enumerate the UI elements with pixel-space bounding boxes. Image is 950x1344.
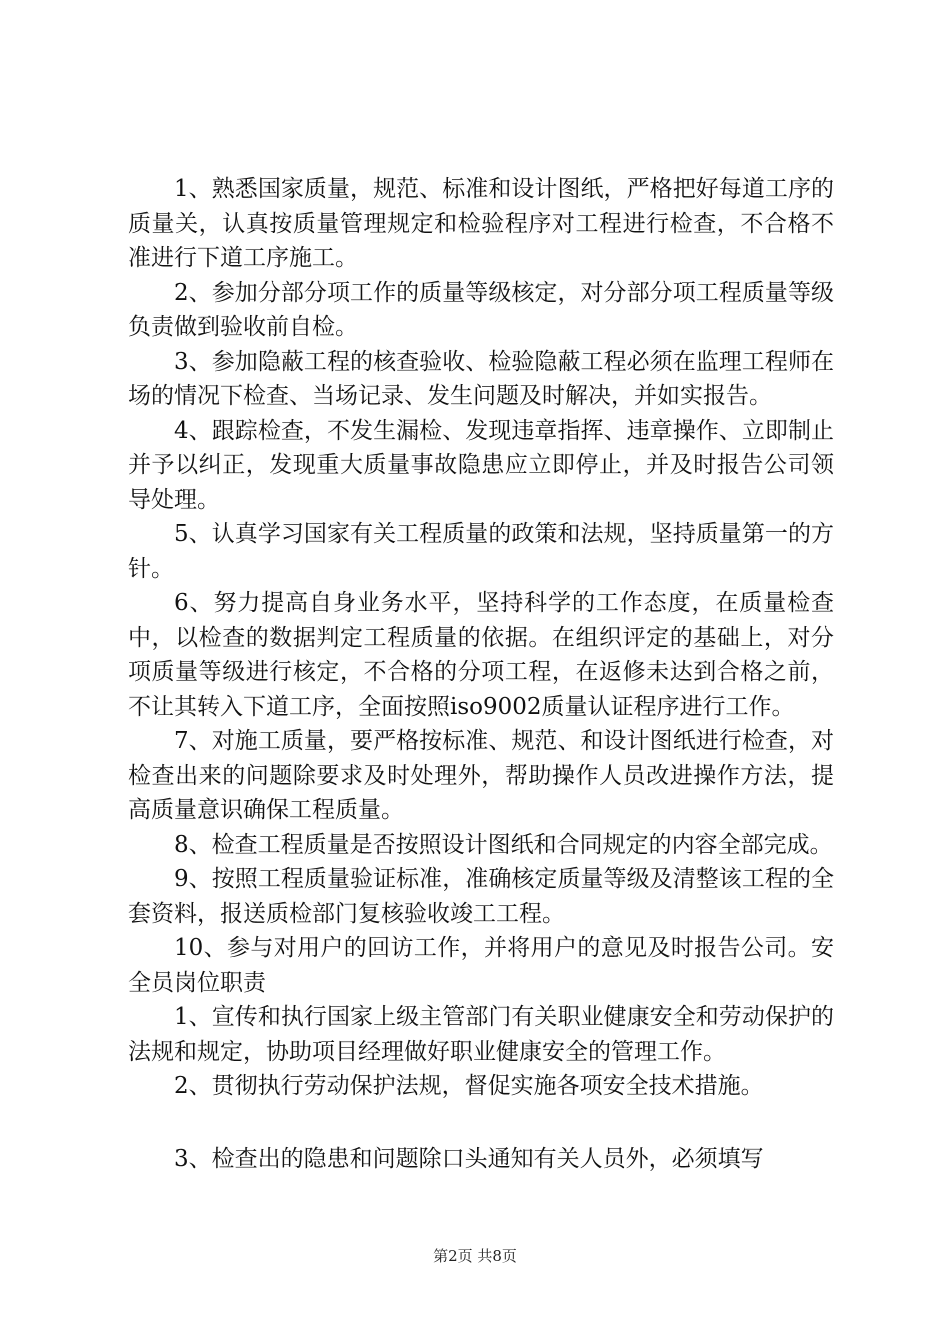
paragraph-quality-7: 7、对施工质量，要严格按标准、规范、和设计图纸进行检查，对检查出来的问题除要求及时处理外，帮助操作人员改进操作方法，提高质量意识确保工程质量。 bbox=[128, 728, 834, 823]
document-body bbox=[128, 172, 834, 1176]
paragraph-quality-5: 5、认真学习国家有关工程质量的政策和法规，坚持质量第一的方针。 bbox=[128, 521, 834, 582]
paragraph-quality-6: 6、努力提高自身业务水平，坚持科学的工作态度，在质量检查中，以检查的数据判定工程质量的依据。在组织评定的基础上，对分项质量等级进行核定，不合格的分项工程，在返修未达到合格之前，不让其转入下道工序，全面按照iso9002质量认证程序进行工作。 bbox=[128, 590, 834, 720]
paragraph-quality-2: 2、参加分部分项工作的质量等级核定，对分部分项工程质量等级负责做到验收前自检。 bbox=[128, 279, 834, 340]
paragraph-quality-1: 1、熟悉国家质量，规范、标准和设计图纸，严格把好每道工序的质量关，认真按质量管理规定和检验程序对工程进行检查，不合格不准进行下道工序施工。 bbox=[128, 176, 834, 271]
paragraph-safety-3: 3、检查出的隐患和问题除口头通知有关人员外，必须填写 bbox=[174, 1145, 764, 1172]
paragraph-safety-1: 1、宣传和执行国家上级主管部门有关职业健康安全和劳动保护的法规和规定，协助项目经理做好职业健康安全的管理工作。 bbox=[128, 1004, 834, 1065]
paragraph-quality-8: 8、检查工程质量是否按照设计图纸和合同规定的内容全部完成。 bbox=[174, 831, 833, 858]
paragraph-safety-2: 2、贯彻执行劳动保护法规，督促实施各项安全技术措施。 bbox=[174, 1073, 764, 1099]
paragraph-quality-4: 4、跟踪检查，不发生漏检、发现违章指挥、违章操作、立即制止并予以纠正，发现重大质量事故隐患应立即停止，并及时报告公司领导处理。 bbox=[128, 417, 834, 513]
paragraph-quality-10: 10、参与对用户的回访工作，并将用户的意见及时报告公司。安全员岗位职责 bbox=[128, 935, 834, 996]
paragraph-quality-9: 9、按照工程质量验证标准，准确核定质量等级及清整该工程的全套资料，报送质检部门复核验收竣工工程。 bbox=[128, 866, 834, 927]
page-footer: 第2页 共8页 bbox=[433, 1247, 517, 1265]
paragraph-quality-3: 3、参加隐蔽工程的核查验收、检验隐蔽工程必须在监理工程师在场的情况下检查、当场记录、发生问题及时解决，并如实报告。 bbox=[128, 348, 834, 409]
